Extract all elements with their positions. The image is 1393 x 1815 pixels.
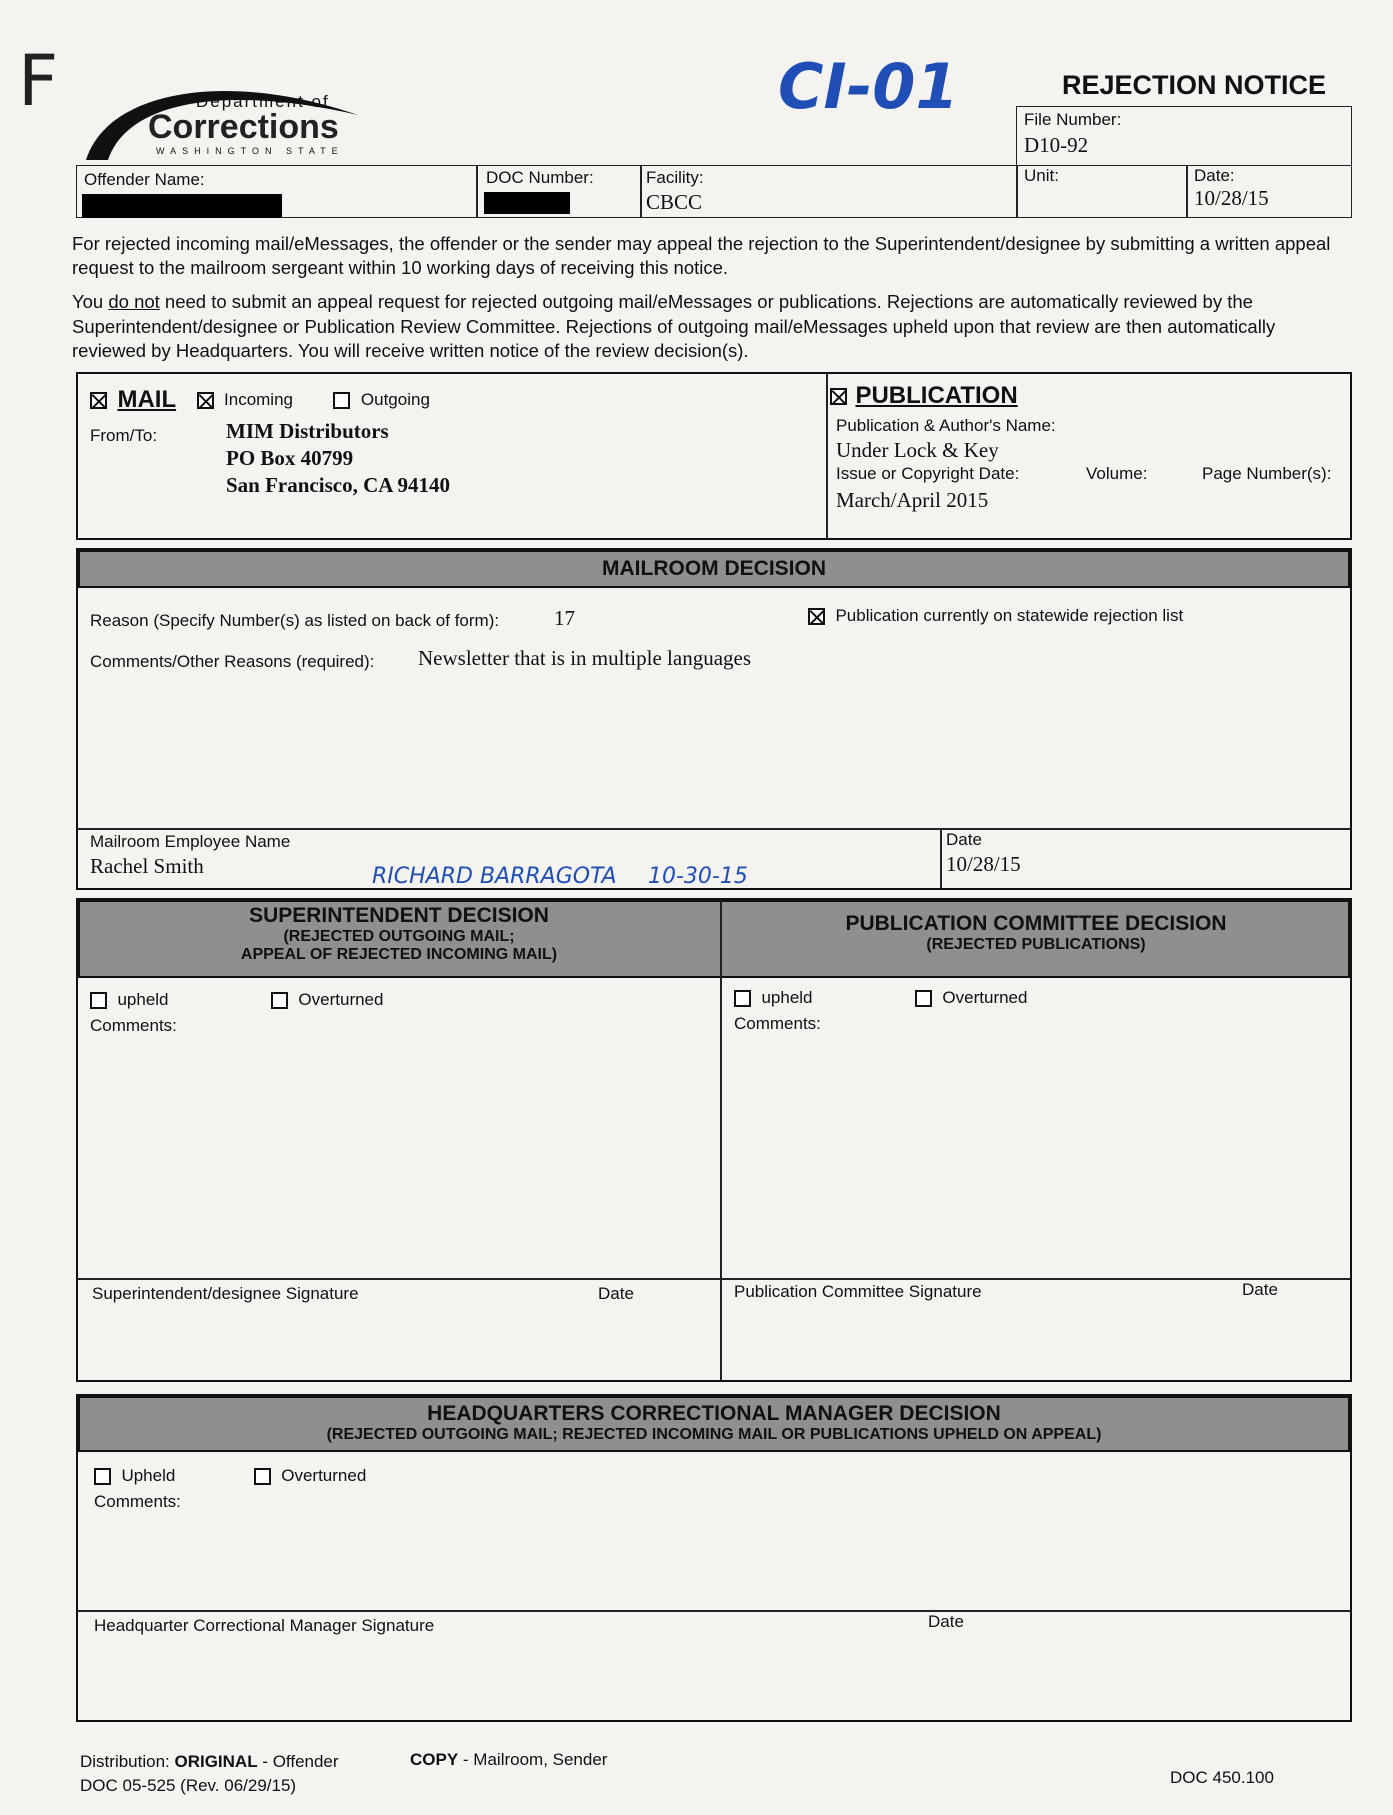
hq-decision-heading-bar: [78, 1396, 1350, 1452]
mail-address: [226, 418, 450, 499]
publication-checkbox[interactable]: [830, 388, 847, 405]
superintendent-comments-label: Comments:: [90, 1016, 177, 1035]
issue-date-label: Issue or Copyright Date:: [836, 464, 1020, 483]
committee-overturned-label: Overturned: [942, 988, 1028, 1007]
distribution-original: ORIGINAL: [174, 1752, 258, 1771]
intro-p2-underline: do not: [108, 291, 160, 312]
employee-name-label: Mailroom Employee Name: [90, 832, 291, 851]
publication-name-value: Under Lock & Key: [836, 438, 999, 462]
committee-comments-label: Comments:: [734, 1014, 821, 1033]
committee-overturned-checkbox[interactable]: [915, 990, 932, 1007]
superintendent-upheld-checkbox[interactable]: [90, 992, 107, 1009]
mail-label: MAIL: [117, 386, 177, 413]
hq-heading: HEADQUARTERS CORRECTIONAL MANAGER DECISION: [427, 1402, 1001, 1425]
hq-subheading: (REJECTED OUTGOING MAIL; REJECTED INCOMING MAIL OR PUBLICATIONS UPHELD ON APPEAL): [326, 1426, 1102, 1443]
superintendent-date-label: Date: [598, 1284, 634, 1303]
superintendent-options: [90, 990, 383, 1010]
issue-date-value: March/April 2015: [836, 488, 989, 512]
hq-upheld-label: Upheld: [121, 1466, 176, 1485]
superintendent-signature-label: Superintendent/designee Signature: [92, 1284, 359, 1303]
hq-overturned-label: Overturned: [281, 1466, 367, 1485]
from-to-label: From/To:: [90, 426, 158, 445]
intro-paragraph-1: For rejected incoming mail/eMessages, the offender or the sender may appeal the rejection to the Superintendent/designee by submitting a written appeal request to the mailroom sergeant within 10 working days of receiving this notice.: [72, 233, 1331, 278]
mailroom-decision-heading: MAILROOM DECISION: [78, 550, 1350, 588]
superintendent-sub2: APPEAL OF REJECTED INCOMING MAIL): [240, 946, 558, 963]
hq-upheld-checkbox[interactable]: [94, 1468, 111, 1485]
committee-title: PUBLICATION COMMITTEE DECISION: [845, 912, 1227, 935]
superintendent-title: SUPERINTENDENT DECISION: [249, 904, 549, 927]
distribution-label: Distribution:: [80, 1752, 175, 1771]
outgoing-label: Outgoing: [360, 390, 430, 409]
hq-options: [94, 1466, 366, 1486]
committee-sub: (REJECTED PUBLICATIONS): [926, 936, 1146, 953]
mail-section-header: [90, 386, 430, 414]
statewide-list-row: [808, 606, 1183, 626]
facility-value: CBCC: [646, 190, 703, 214]
distribution-copy-to: - Mailroom, Sender: [458, 1750, 608, 1769]
statewide-list-checkbox[interactable]: [808, 608, 825, 625]
superintendent-sub1: (REJECTED OUTGOING MAIL;: [283, 928, 515, 945]
intro-p2-start: You: [72, 291, 109, 312]
incoming-checkbox[interactable]: [197, 392, 214, 409]
offender-name-redaction: [82, 194, 282, 218]
hq-date-label: Date: [928, 1612, 964, 1631]
publication-name-label: Publication & Author's Name:: [836, 416, 1056, 435]
handwritten-signature: RICHARD BARRAGOTA: [372, 864, 617, 889]
publication-section-header: [830, 382, 1018, 410]
hq-signature-label: Headquarter Correctional Manager Signature: [94, 1616, 435, 1635]
handwritten-sig-date: 10-30-15: [648, 864, 748, 889]
doc-logo: [78, 70, 378, 160]
date-label: Date:: [1194, 166, 1235, 185]
employee-name-value: Rachel Smith: [90, 854, 204, 878]
handwritten-corner-mark: F: [18, 40, 59, 122]
doc-number-redaction: [484, 192, 570, 214]
logo-line2: Corrections: [148, 108, 339, 146]
statewide-list-label: Publication currently on statewide rejection list: [835, 606, 1184, 625]
file-number-value: D10-92: [1024, 133, 1089, 157]
page-number-label: Page Number(s):: [1202, 464, 1332, 483]
date-value: 10/28/15: [1194, 186, 1269, 210]
handwritten-code: CI-01: [778, 50, 959, 123]
doc-number-label: DOC Number:: [486, 168, 594, 187]
reason-label: Reason (Specify Number(s) as listed on back of form):: [90, 611, 500, 630]
copy-line: [410, 1750, 607, 1770]
superintendent-heading: [78, 904, 720, 964]
offender-name-label: Offender Name:: [84, 170, 205, 189]
facility-label: Facility:: [646, 168, 704, 187]
committee-options: [734, 988, 1027, 1008]
hq-comments-label: Comments:: [94, 1492, 181, 1511]
reason-value: 17: [554, 606, 575, 630]
comments-value: Newsletter that is in multiple languages: [418, 646, 752, 670]
committee-date-label: Date: [1242, 1280, 1278, 1299]
mailroom-date-value: 10/28/15: [946, 852, 1021, 876]
committee-upheld-checkbox[interactable]: [734, 990, 751, 1007]
committee-heading: [722, 912, 1350, 954]
distribution-copy: COPY: [410, 1750, 459, 1769]
distribution-original-to: - Offender: [257, 1752, 339, 1771]
distribution-line: [80, 1752, 339, 1772]
form-number: DOC 05-525 (Rev. 06/29/15): [80, 1776, 297, 1795]
hq-overturned-checkbox[interactable]: [254, 1468, 271, 1485]
address-line-1: MIM Distributors: [226, 419, 389, 443]
committee-signature-label: Publication Committee Signature: [734, 1282, 982, 1301]
file-number-label: File Number:: [1024, 110, 1122, 129]
page-title: REJECTION NOTICE: [1062, 70, 1327, 100]
mailroom-date-label: Date: [946, 830, 982, 849]
address-line-3: San Francisco, CA 94140: [226, 473, 451, 497]
intro-p2-end: need to submit an appeal request for rejected outgoing mail/eMessages or publications. Rejections are automatically reviewed by the Superintendent/designee or Publication Review Committee. Rejections of outgoing mail/eMessages upheld upon that review are then automatically reviewed by Headquarters. You will receive written notice of the review decision(s).: [72, 291, 1276, 361]
logo-line1: Department of: [196, 92, 330, 111]
mail-checkbox[interactable]: [90, 392, 107, 409]
address-line-2: PO Box 40799: [226, 446, 354, 470]
incoming-label: Incoming: [224, 390, 293, 409]
superintendent-overturned-label: Overturned: [298, 990, 384, 1009]
logo-line3: WASHINGTON STATE: [156, 146, 344, 156]
superintendent-overturned-checkbox[interactable]: [271, 992, 288, 1009]
intro-paragraph-2: [72, 290, 1352, 364]
superintendent-upheld-label: upheld: [117, 990, 169, 1009]
publication-label: PUBLICATION: [855, 382, 1018, 409]
comments-label: Comments/Other Reasons (required):: [90, 652, 375, 671]
volume-label: Volume:: [1086, 464, 1148, 483]
committee-upheld-label: upheld: [761, 988, 813, 1007]
policy-number: DOC 450.100: [1170, 1768, 1274, 1787]
unit-label: Unit:: [1024, 166, 1059, 185]
outgoing-checkbox[interactable]: [333, 392, 350, 409]
